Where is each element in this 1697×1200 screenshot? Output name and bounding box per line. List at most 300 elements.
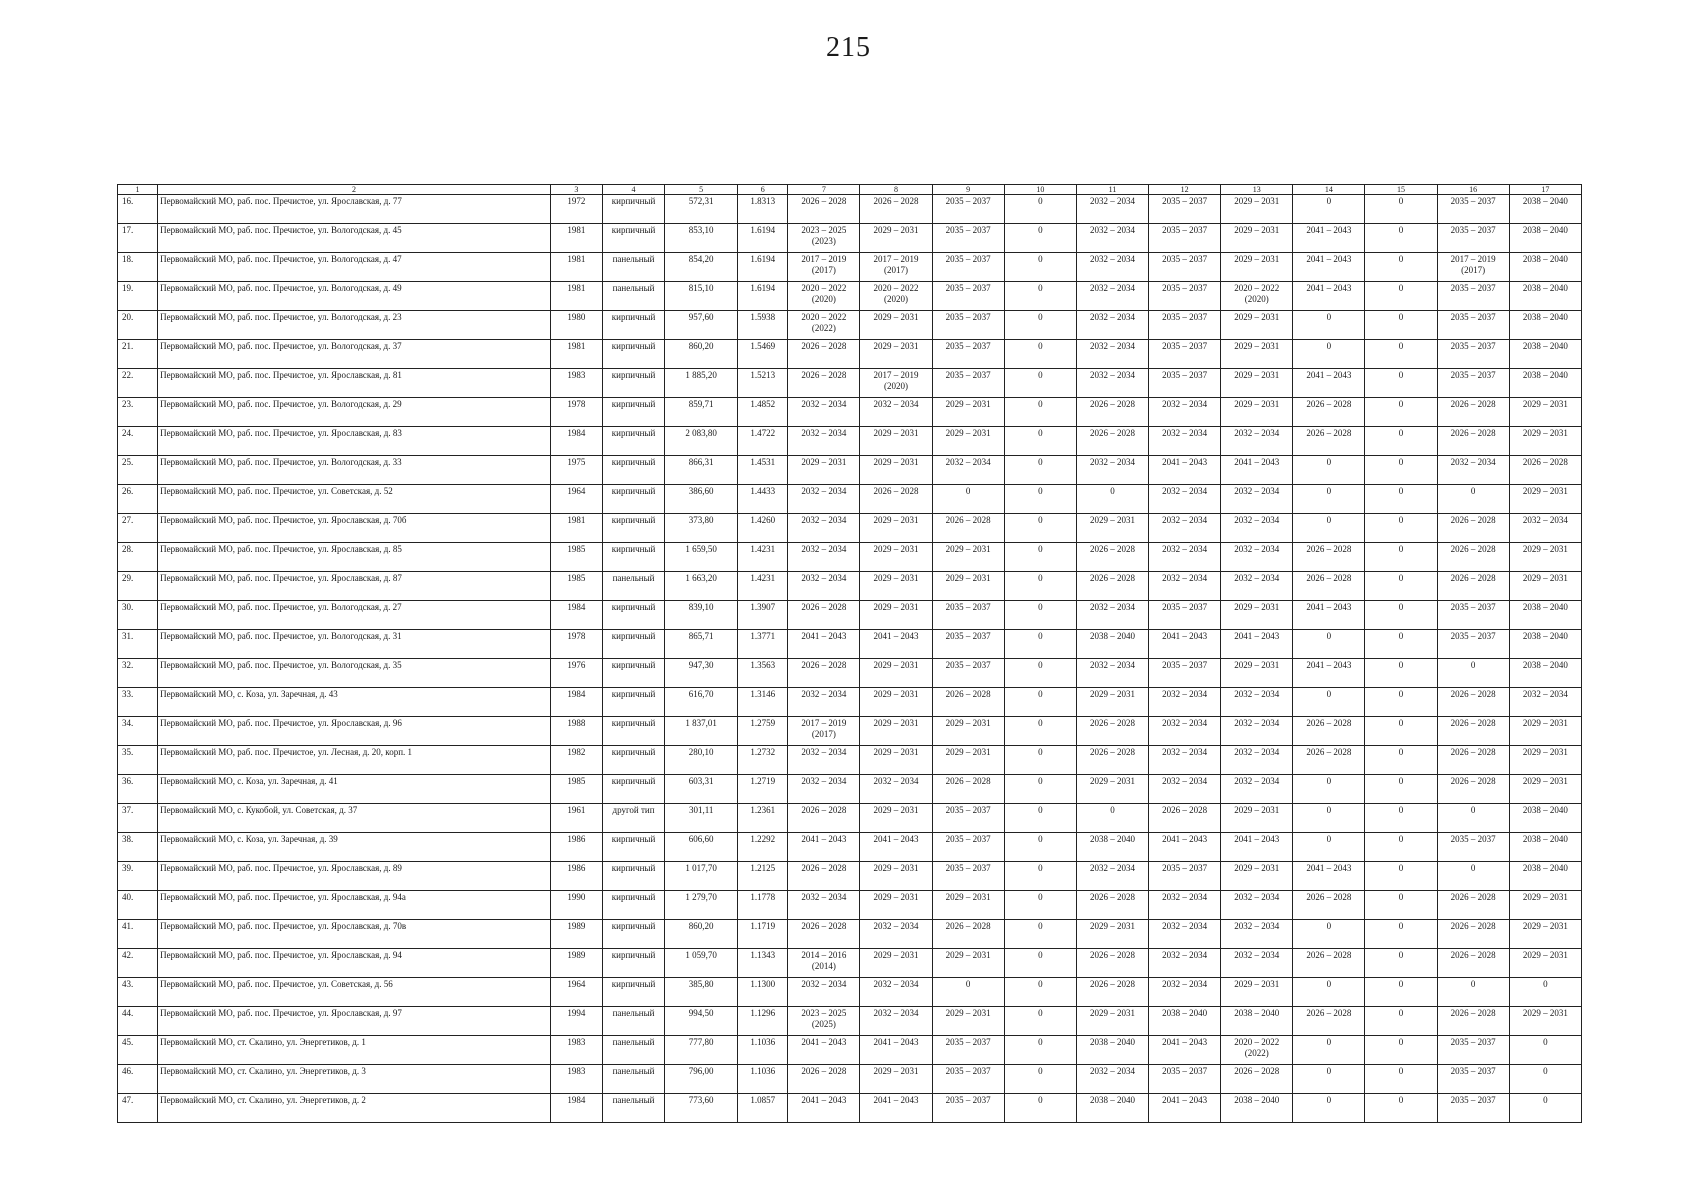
column-header-11: 11 — [1076, 185, 1148, 195]
table-row — [118, 775, 1582, 804]
period-col-16-value: 2026 – 2028 — [1450, 747, 1496, 757]
row-number-value: 28. — [122, 544, 134, 554]
period-col-9 — [932, 543, 1004, 572]
period-col-9-value: 0 — [965, 979, 971, 989]
period-col-13 — [1221, 630, 1293, 659]
period-col-15-value: 0 — [1398, 1066, 1404, 1076]
period-col-7-value: 2017 – 2019 — [801, 718, 847, 728]
period-col-10 — [1004, 833, 1076, 862]
period-col-15-value: 0 — [1398, 370, 1404, 380]
period-col-9-value: 2035 – 2037 — [945, 602, 991, 612]
period-col-14-value: 0 — [1326, 631, 1332, 641]
period-col-14 — [1293, 688, 1365, 717]
period-col-7-value: 2032 – 2034 — [801, 399, 847, 409]
row-number — [118, 311, 158, 340]
period-col-9-value: 2026 – 2028 — [945, 776, 991, 786]
period-col-10 — [1004, 485, 1076, 514]
period-col-16 — [1437, 369, 1509, 398]
period-col-12-value: 2032 – 2034 — [1162, 921, 1208, 931]
period-col-8-value: 2017 – 2019 — [873, 254, 919, 264]
period-col-16-value: 2035 – 2037 — [1450, 1066, 1496, 1076]
period-col-11-value: 2029 – 2031 — [1089, 921, 1135, 931]
column-header-9: 9 — [932, 185, 1004, 195]
period-col-15 — [1365, 398, 1437, 427]
period-col-17 — [1509, 369, 1581, 398]
area — [665, 543, 738, 572]
period-col-17 — [1509, 688, 1581, 717]
period-col-17 — [1509, 659, 1581, 688]
year-built — [550, 572, 602, 601]
period-col-13 — [1221, 514, 1293, 543]
period-col-8-value: 2041 – 2043 — [873, 631, 919, 641]
address-value: Первомайский МО, раб. пос. Пречистое, ул. Ярославская, д. 89 — [160, 863, 402, 873]
year-built-value: 1983 — [567, 1037, 586, 1047]
table-row — [118, 427, 1582, 456]
period-col-16-value: 0 — [1470, 486, 1476, 496]
period-col-16 — [1437, 572, 1509, 601]
address — [158, 282, 551, 311]
row-number — [118, 224, 158, 253]
wall-material-value: кирпичный — [611, 428, 656, 438]
period-col-10 — [1004, 659, 1076, 688]
period-col-15 — [1365, 311, 1437, 340]
table-row — [118, 456, 1582, 485]
row-number — [118, 572, 158, 601]
period-col-7 — [788, 340, 860, 369]
period-col-11 — [1076, 311, 1148, 340]
period-col-16 — [1437, 688, 1509, 717]
period-col-13-value: 2032 – 2034 — [1234, 950, 1280, 960]
period-col-14-value: 0 — [1326, 515, 1332, 525]
wall-material — [602, 920, 664, 949]
period-col-16-value: 2026 – 2028 — [1450, 950, 1496, 960]
row-number-value: 16. — [122, 196, 134, 206]
address — [158, 1007, 551, 1036]
period-col-12 — [1149, 514, 1221, 543]
period-col-12 — [1149, 891, 1221, 920]
period-col-8-actual-year: (2020) — [884, 381, 909, 391]
period-col-12-value: 2035 – 2037 — [1162, 863, 1208, 873]
period-col-12-value: 2035 – 2037 — [1162, 602, 1208, 612]
period-col-14 — [1293, 746, 1365, 775]
period-col-11-value: 2038 – 2040 — [1089, 834, 1135, 844]
period-col-7-value: 2032 – 2034 — [801, 747, 847, 757]
period-col-9 — [932, 746, 1004, 775]
period-col-11 — [1076, 920, 1148, 949]
period-col-11 — [1076, 978, 1148, 1007]
period-col-8 — [860, 572, 932, 601]
period-col-13-value: 2029 – 2031 — [1234, 225, 1280, 235]
row-number-value: 17. — [122, 225, 134, 235]
period-col-7 — [788, 862, 860, 891]
table-row — [118, 514, 1582, 543]
year-built — [550, 456, 602, 485]
period-col-7-value: 2023 – 2025 — [801, 1008, 847, 1018]
period-col-17-value: 2032 – 2034 — [1522, 515, 1568, 525]
period-col-17-value: 2038 – 2040 — [1522, 863, 1568, 873]
period-col-7-value: 2020 – 2022 — [801, 283, 847, 293]
period-col-13 — [1221, 543, 1293, 572]
wall-material-value: кирпичный — [611, 950, 656, 960]
period-col-10 — [1004, 891, 1076, 920]
year-built — [550, 688, 602, 717]
period-col-13-value: 2032 – 2034 — [1234, 689, 1280, 699]
table-row — [118, 920, 1582, 949]
year-built — [550, 340, 602, 369]
period-col-17-value: 2038 – 2040 — [1522, 370, 1568, 380]
period-col-16 — [1437, 224, 1509, 253]
period-col-16 — [1437, 340, 1509, 369]
column-header-6: 6 — [738, 185, 788, 195]
period-col-9-value: 2035 – 2037 — [945, 660, 991, 670]
period-col-12 — [1149, 224, 1221, 253]
period-col-14 — [1293, 659, 1365, 688]
period-col-8-value: 2032 – 2034 — [873, 1008, 919, 1018]
coefficient — [738, 398, 788, 427]
period-col-16-value: 2035 – 2037 — [1450, 312, 1496, 322]
address-value: Первомайский МО, раб. пос. Пречистое, ул. Вологодская, д. 33 — [160, 457, 402, 467]
period-col-7-value: 2026 – 2028 — [801, 341, 847, 351]
address — [158, 630, 551, 659]
period-col-10-value: 0 — [1038, 747, 1043, 757]
period-col-17-value: 2038 – 2040 — [1522, 254, 1568, 264]
period-col-7-value: 2032 – 2034 — [801, 486, 847, 496]
period-col-14-value: 0 — [1326, 979, 1332, 989]
period-col-17 — [1509, 775, 1581, 804]
period-col-14 — [1293, 456, 1365, 485]
table-row — [118, 630, 1582, 659]
period-col-12 — [1149, 775, 1221, 804]
period-col-17-value: 2038 – 2040 — [1522, 660, 1568, 670]
address-value: Первомайский МО, с. Кукобой, ул. Советская, д. 37 — [160, 805, 358, 815]
period-col-14-value: 2026 – 2028 — [1306, 428, 1352, 438]
year-built-value: 1982 — [567, 747, 586, 757]
period-col-12 — [1149, 282, 1221, 311]
row-number — [118, 253, 158, 282]
period-col-11 — [1076, 398, 1148, 427]
area-value: 860,20 — [688, 341, 714, 351]
area-value: 994,50 — [688, 1008, 714, 1018]
period-col-13-value: 2029 – 2031 — [1234, 863, 1280, 873]
period-col-7 — [788, 630, 860, 659]
period-col-14-value: 2026 – 2028 — [1306, 892, 1352, 902]
period-col-17-value: 2029 – 2031 — [1522, 486, 1568, 496]
address — [158, 804, 551, 833]
period-col-16 — [1437, 543, 1509, 572]
year-built — [550, 630, 602, 659]
period-col-7-value: 2041 – 2043 — [801, 834, 847, 844]
period-col-7-value: 2032 – 2034 — [801, 979, 847, 989]
period-col-10-value: 0 — [1038, 892, 1043, 902]
period-col-15 — [1365, 340, 1437, 369]
period-col-16 — [1437, 949, 1509, 978]
period-col-11 — [1076, 572, 1148, 601]
row-number-value: 33. — [122, 689, 134, 699]
coefficient-value: 1.3563 — [750, 660, 776, 670]
period-col-12-value: 2038 – 2040 — [1162, 1008, 1208, 1018]
period-col-14 — [1293, 920, 1365, 949]
year-built-value: 1983 — [567, 1066, 586, 1076]
period-col-10-value: 0 — [1038, 834, 1043, 844]
period-col-17-value: 2029 – 2031 — [1522, 776, 1568, 786]
area — [665, 978, 738, 1007]
period-col-17-value: 0 — [1543, 1037, 1548, 1047]
period-col-11-value: 2026 – 2028 — [1089, 544, 1135, 554]
period-col-13 — [1221, 224, 1293, 253]
area-value: 280,10 — [688, 747, 714, 757]
address — [158, 427, 551, 456]
period-col-16-value: 0 — [1470, 805, 1476, 815]
period-col-9 — [932, 804, 1004, 833]
coefficient-value: 1.4231 — [750, 573, 776, 583]
period-col-11 — [1076, 601, 1148, 630]
period-col-10-value: 0 — [1038, 863, 1043, 873]
area — [665, 1007, 738, 1036]
period-col-15 — [1365, 514, 1437, 543]
period-col-13-value: 2032 – 2034 — [1234, 486, 1280, 496]
coefficient — [738, 746, 788, 775]
address — [158, 949, 551, 978]
period-col-14 — [1293, 485, 1365, 514]
address — [158, 1036, 551, 1065]
period-col-11 — [1076, 1065, 1148, 1094]
coefficient — [738, 1094, 788, 1123]
area — [665, 1065, 738, 1094]
period-col-8 — [860, 1007, 932, 1036]
period-col-8-value: 2032 – 2034 — [873, 399, 919, 409]
period-col-17 — [1509, 253, 1581, 282]
period-col-12 — [1149, 369, 1221, 398]
period-col-14 — [1293, 311, 1365, 340]
area — [665, 427, 738, 456]
coefficient-value: 1.1036 — [750, 1066, 776, 1076]
period-col-14 — [1293, 978, 1365, 1007]
period-col-15-value: 0 — [1398, 544, 1404, 554]
period-col-10 — [1004, 369, 1076, 398]
coefficient-value: 1.2732 — [750, 747, 776, 757]
period-col-11-value: 2029 – 2031 — [1089, 1008, 1135, 1018]
period-col-12-value: 2032 – 2034 — [1162, 515, 1208, 525]
period-col-10 — [1004, 601, 1076, 630]
period-col-10 — [1004, 543, 1076, 572]
area-value: 386,60 — [688, 486, 714, 496]
period-col-12-value: 2035 – 2037 — [1162, 283, 1208, 293]
period-col-13 — [1221, 456, 1293, 485]
period-col-9 — [932, 1094, 1004, 1123]
address-value: Первомайский МО, раб. пос. Пречистое, ул. Вологодская, д. 29 — [160, 399, 402, 409]
wall-material — [602, 978, 664, 1007]
period-col-7-value: 2032 – 2034 — [801, 428, 847, 438]
coefficient — [738, 717, 788, 746]
area-value: 1 059,70 — [685, 950, 717, 960]
year-built-value: 1975 — [567, 457, 586, 467]
period-col-12 — [1149, 949, 1221, 978]
period-col-9 — [932, 195, 1004, 224]
period-col-14 — [1293, 891, 1365, 920]
period-col-10 — [1004, 572, 1076, 601]
period-col-7 — [788, 1065, 860, 1094]
period-col-15-value: 0 — [1398, 602, 1404, 612]
period-col-8 — [860, 949, 932, 978]
period-col-17 — [1509, 311, 1581, 340]
period-col-14 — [1293, 253, 1365, 282]
period-col-16 — [1437, 804, 1509, 833]
period-col-10-value: 0 — [1038, 1008, 1043, 1018]
period-col-8 — [860, 978, 932, 1007]
period-col-11 — [1076, 1036, 1148, 1065]
row-number — [118, 427, 158, 456]
period-col-7 — [788, 804, 860, 833]
period-col-12 — [1149, 978, 1221, 1007]
period-col-10 — [1004, 630, 1076, 659]
coefficient-value: 1.2759 — [750, 718, 776, 728]
year-built — [550, 601, 602, 630]
period-col-11-value: 2026 – 2028 — [1089, 979, 1135, 989]
period-col-15 — [1365, 978, 1437, 1007]
period-col-13-value: 2041 – 2043 — [1234, 834, 1280, 844]
period-col-12 — [1149, 253, 1221, 282]
period-col-14 — [1293, 833, 1365, 862]
wall-material-value: кирпичный — [611, 312, 656, 322]
table-row — [118, 311, 1582, 340]
period-col-11 — [1076, 688, 1148, 717]
period-col-9-value: 2029 – 2031 — [945, 950, 991, 960]
row-number-value: 29. — [122, 573, 134, 583]
period-col-8-value: 2029 – 2031 — [873, 892, 919, 902]
period-col-17 — [1509, 920, 1581, 949]
period-col-14 — [1293, 1036, 1365, 1065]
period-col-8-value: 2029 – 2031 — [873, 863, 919, 873]
area-value: 853,10 — [688, 225, 714, 235]
period-col-17 — [1509, 398, 1581, 427]
table-row — [118, 891, 1582, 920]
period-col-13 — [1221, 775, 1293, 804]
period-col-12-value: 2035 – 2037 — [1162, 225, 1208, 235]
year-built-value: 1984 — [567, 602, 586, 612]
period-col-13 — [1221, 862, 1293, 891]
period-col-14 — [1293, 601, 1365, 630]
period-col-13-value: 2029 – 2031 — [1234, 312, 1280, 322]
period-col-8-value: 2029 – 2031 — [873, 747, 919, 757]
period-col-8 — [860, 514, 932, 543]
row-number — [118, 543, 158, 572]
coefficient-value: 1.2361 — [750, 805, 776, 815]
table-body — [118, 195, 1582, 1123]
year-built-value: 1981 — [567, 283, 586, 293]
period-col-10-value: 0 — [1038, 486, 1043, 496]
period-col-13 — [1221, 1094, 1293, 1123]
year-built — [550, 224, 602, 253]
period-col-10 — [1004, 224, 1076, 253]
area-value: 1 017,70 — [685, 863, 717, 873]
wall-material — [602, 195, 664, 224]
address — [158, 311, 551, 340]
period-col-14-value: 2041 – 2043 — [1306, 863, 1352, 873]
period-col-13-value: 2041 – 2043 — [1234, 631, 1280, 641]
year-built-value: 1978 — [567, 399, 586, 409]
coefficient-value: 1.4231 — [750, 544, 776, 554]
period-col-14 — [1293, 1065, 1365, 1094]
column-header-15: 15 — [1365, 185, 1437, 195]
row-number — [118, 891, 158, 920]
year-built-value: 1994 — [567, 1008, 586, 1018]
coefficient — [738, 485, 788, 514]
period-col-8-value: 2029 – 2031 — [873, 689, 919, 699]
address — [158, 978, 551, 1007]
period-col-16-value: 2035 – 2037 — [1450, 225, 1496, 235]
period-col-7 — [788, 1094, 860, 1123]
year-built — [550, 282, 602, 311]
period-col-13-value: 2038 – 2040 — [1234, 1008, 1280, 1018]
period-col-10-value: 0 — [1038, 602, 1043, 612]
wall-material-value: кирпичный — [611, 515, 656, 525]
year-built-value: 1984 — [567, 1095, 586, 1105]
period-col-15-value: 0 — [1398, 428, 1404, 438]
period-col-13-value: 2029 – 2031 — [1234, 196, 1280, 206]
period-col-7-value: 2020 – 2022 — [801, 312, 847, 322]
wall-material — [602, 659, 664, 688]
area-value: 2 083,80 — [685, 428, 717, 438]
year-built-value: 1985 — [567, 573, 586, 583]
coefficient — [738, 514, 788, 543]
period-col-14-value: 0 — [1326, 341, 1332, 351]
register-sheet — [117, 184, 1582, 1123]
area-value: 1 279,70 — [685, 892, 717, 902]
period-col-11 — [1076, 543, 1148, 572]
period-col-7-value: 2032 – 2034 — [801, 892, 847, 902]
period-col-10 — [1004, 427, 1076, 456]
period-col-10 — [1004, 746, 1076, 775]
table-row — [118, 398, 1582, 427]
period-col-11-value: 2026 – 2028 — [1089, 950, 1135, 960]
period-col-12 — [1149, 1065, 1221, 1094]
wall-material-value: кирпичный — [611, 370, 656, 380]
period-col-9-value: 2035 – 2037 — [945, 805, 991, 815]
period-col-16-value: 2035 – 2037 — [1450, 196, 1496, 206]
column-header-5: 5 — [665, 185, 738, 195]
period-col-17-value: 2029 – 2031 — [1522, 428, 1568, 438]
row-number — [118, 688, 158, 717]
year-built-value: 1989 — [567, 921, 586, 931]
period-col-8 — [860, 311, 932, 340]
area-value: 854,20 — [688, 254, 714, 264]
period-col-9-value: 2029 – 2031 — [945, 399, 991, 409]
period-col-11-value: 2026 – 2028 — [1089, 718, 1135, 728]
period-col-8-value: 2029 – 2031 — [873, 950, 919, 960]
period-col-9 — [932, 1036, 1004, 1065]
wall-material-value: кирпичный — [611, 544, 656, 554]
address-value: Первомайский МО, раб. пос. Пречистое, ул. Вологодская, д. 37 — [160, 341, 402, 351]
wall-material-value: панельный — [612, 1008, 655, 1018]
period-col-13 — [1221, 311, 1293, 340]
coefficient — [738, 282, 788, 311]
period-col-8 — [860, 340, 932, 369]
row-number-value: 45. — [122, 1037, 134, 1047]
period-col-16-value: 2035 – 2037 — [1450, 631, 1496, 641]
period-col-7 — [788, 949, 860, 978]
coefficient — [738, 601, 788, 630]
year-built — [550, 659, 602, 688]
period-col-17-value: 2029 – 2031 — [1522, 1008, 1568, 1018]
column-header-12: 12 — [1149, 185, 1221, 195]
wall-material-value: кирпичный — [611, 776, 656, 786]
area-value: 1 663,20 — [685, 573, 717, 583]
table-row — [118, 195, 1582, 224]
table-row — [118, 978, 1582, 1007]
period-col-11 — [1076, 630, 1148, 659]
row-number — [118, 282, 158, 311]
table-row — [118, 949, 1582, 978]
